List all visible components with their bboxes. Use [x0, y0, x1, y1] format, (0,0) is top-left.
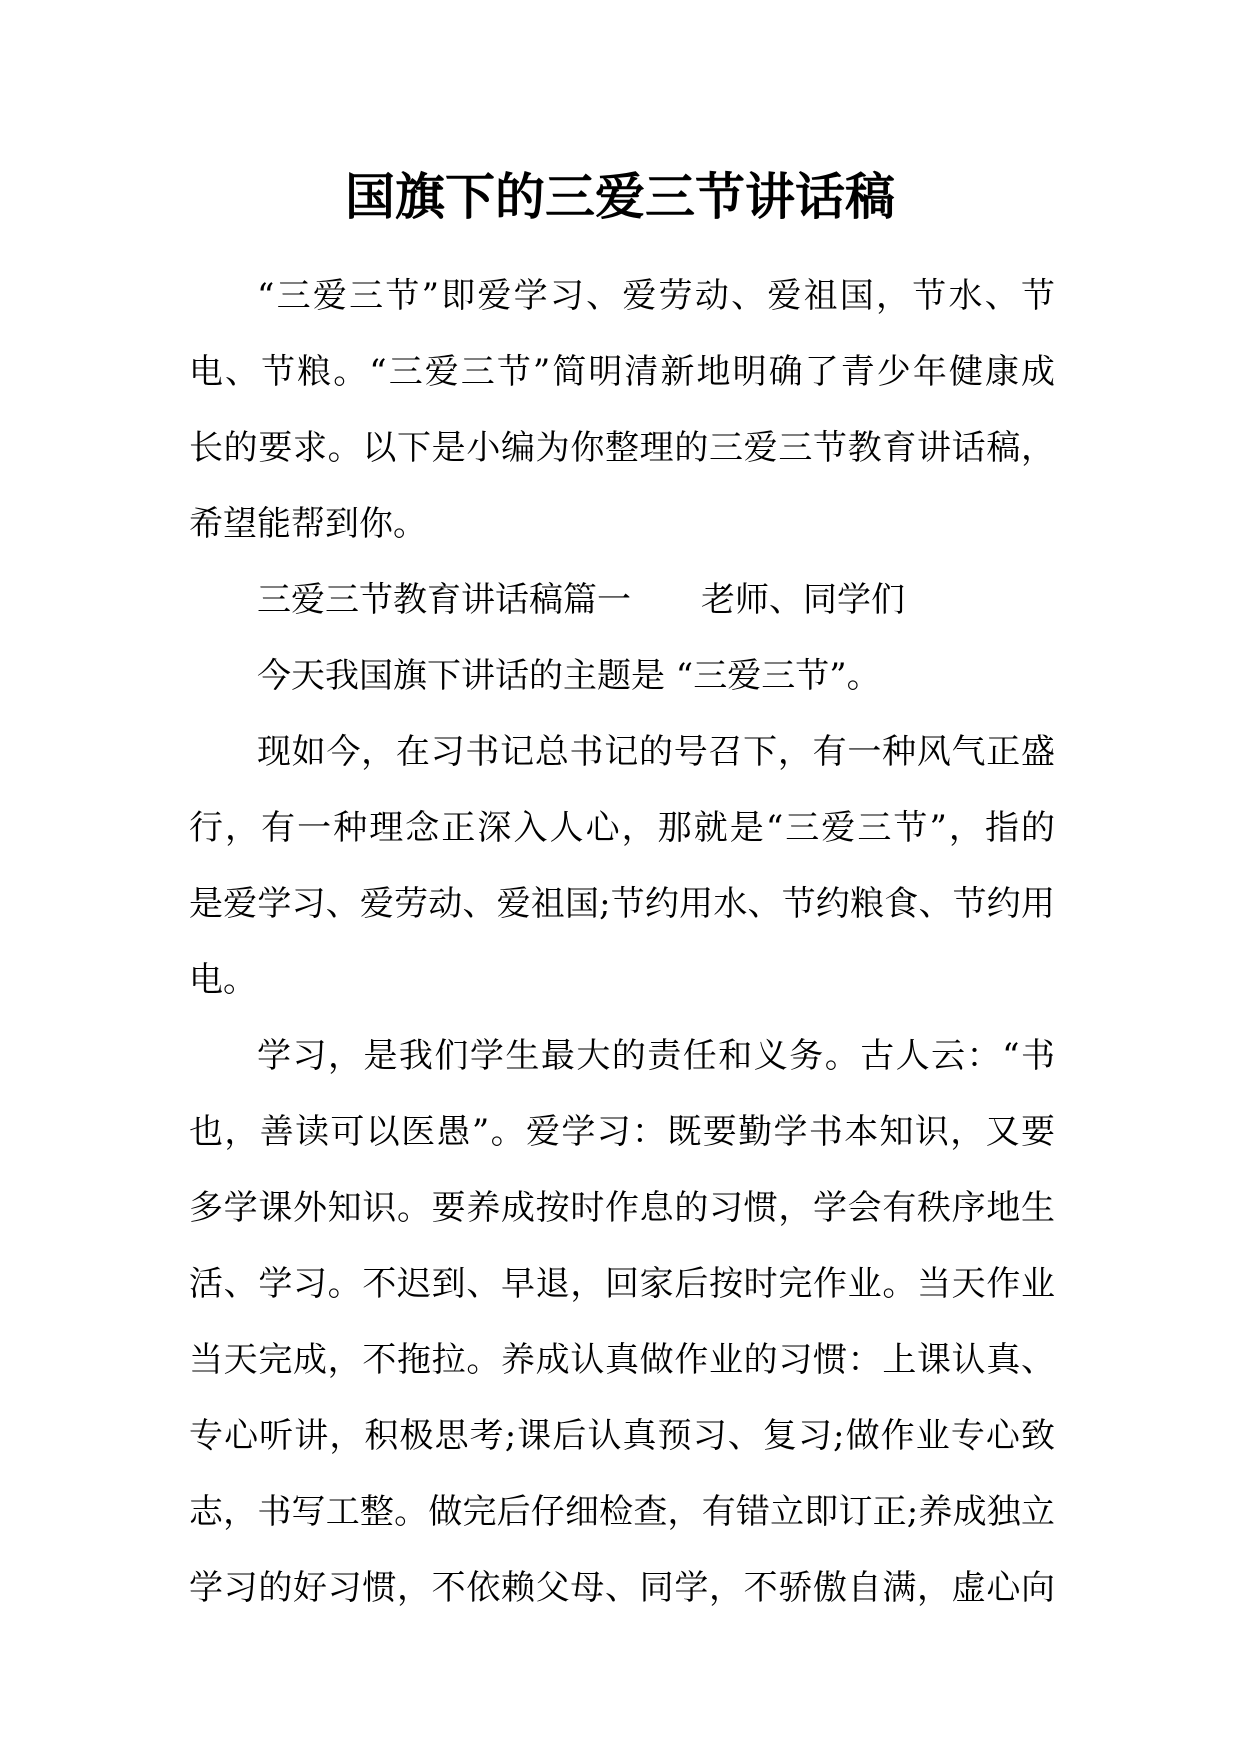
paragraph-line: 当天完成，不拖拉。养成认真做作业的习惯：上课认真、	[189, 1340, 1055, 1380]
paragraph-line: 行，有一种理念正深入人心，那就是“三爱三节”，指的	[189, 808, 1055, 848]
paragraph-line: 活、学习。不迟到、早退，回家后按时完作业。当天作业	[189, 1264, 1055, 1304]
paragraph-line: 是爱学习、爱劳动、爱祖国;节约用水、节约粮食、节约用	[189, 884, 1055, 924]
paragraph-line: 希望能帮到你。	[189, 504, 427, 544]
section-heading: 三爱三节教育讲话稿篇一	[257, 580, 631, 620]
paragraph-line: 电、节粮。“三爱三节”简明清新地明确了青少年健康成	[189, 352, 1055, 392]
paragraph-line: 也，善读可以医愚”。爱学习：既要勤学书本知识，又要	[189, 1112, 1055, 1152]
paragraph-line: 学习的好习惯，不依赖父母、同学，不骄傲自满，虚心向	[189, 1568, 1055, 1608]
paragraph-line: 今天我国旗下讲话的主题是 “三爱三节”。	[257, 656, 881, 696]
paragraph-line: 多学课外知识。要养成按时作息的习惯，学会有秩序地生	[189, 1188, 1055, 1228]
paragraph-line: 专心听讲，积极思考;课后认真预习、复习;做作业专心致	[189, 1416, 1055, 1456]
paragraph-line: 学习，是我们学生最大的责任和义务。古人云：“书	[257, 1036, 1055, 1076]
salutation: 老师、同学们	[701, 580, 905, 620]
paragraph-line: 长的要求。以下是小编为你整理的三爱三节教育讲话稿，	[189, 428, 1055, 468]
document-title: 国旗下的三爱三节讲话稿	[345, 167, 895, 226]
paragraph-line: 电。	[189, 960, 257, 1000]
document-body	[189, 258, 1055, 1626]
paragraph-line: 志，书写工整。做完后仔细检查，有错立即订正;养成独立	[189, 1492, 1055, 1532]
paragraph-line: 现如今，在习书记总书记的号召下，有一种风气正盛	[257, 732, 1055, 772]
paragraph-line: “三爱三节”即爱学习、爱劳动、爱祖国，节水、节	[257, 276, 1055, 316]
section-heading-line	[189, 562, 1055, 638]
